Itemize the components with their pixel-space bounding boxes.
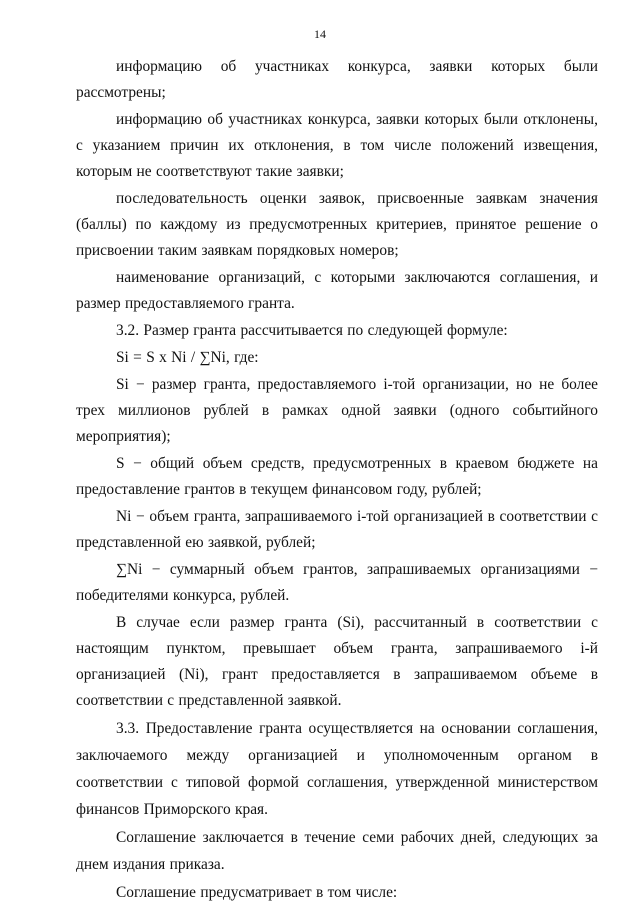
- paragraph-agreement-provides: Соглашение предусматривает в том числе:: [116, 884, 398, 901]
- paragraph-formula: Si = S x Ni / ∑Ni, где:: [116, 349, 259, 366]
- page-number: 14: [314, 27, 326, 41]
- paragraph-rejected-applications: информацию об участниках конкурса, заявки которых были отклонены, с указанием причин их отклонения, в том числе положений извещения, которым не соответствуют такие заявки;: [76, 111, 598, 180]
- paragraph-s-definition: S − общий объем средств, предусмотренных в краевом бюджете на предоставление грантов в текущем финансовом году, рублей;: [76, 455, 598, 498]
- paragraph-grant-exceeds: В случае если размер гранта (Si), рассчитанный в соответствии с настоящим пунктом, превышает объем гранта, запрашиваемого i-й организацией (Ni), грант предоставляется в запрашиваемом объеме в соответствии с представленной заявкой.: [76, 614, 598, 709]
- paragraph-evaluation-sequence: последовательность оценки заявок, присвоенные заявкам значения (баллы) по каждому из предусмотренных критериев, принятое решение о присвоении таким заявкам порядковых номеров;: [76, 190, 598, 259]
- paragraph-agreement-term: Соглашение заключается в течение семи рабочих дней, следующих за днем издания приказа.: [76, 829, 598, 873]
- paragraph-si-definition: Si − размер гранта, предоставляемого i-той организации, но не более трех миллионов рублей в рамках одной заявки (одного событийного мероприятия);: [76, 376, 598, 445]
- paragraph-sum-ni-definition: ∑Ni − суммарный объем грантов, запрашиваемых организациями − победителями конкурса, рублей.: [76, 561, 598, 604]
- paragraph-section-3-3: 3.3. Предоставление гранта осуществляется на основании соглашения, заключаемого между организацией и уполномоченным органом в соответствии с типовой формой соглашения, утвержденной министерством финансов Приморского края.: [76, 720, 598, 818]
- body-text: [76, 54, 598, 907]
- paragraph-ni-definition: Ni − объем гранта, запрашиваемого i-той организацией в соответствии с представленной ею заявкой, рублей;: [76, 508, 598, 551]
- paragraph-section-3-2: 3.2. Размер гранта рассчитывается по следующей формуле:: [116, 322, 508, 339]
- paragraph-considered-applications: информацию об участниках конкурса, заявки которых были рассмотрены;: [76, 58, 598, 101]
- paragraph-organizations-agreements: наименование организаций, с которыми заключаются соглашения, и размер предоставляемого гранта.: [76, 269, 598, 312]
